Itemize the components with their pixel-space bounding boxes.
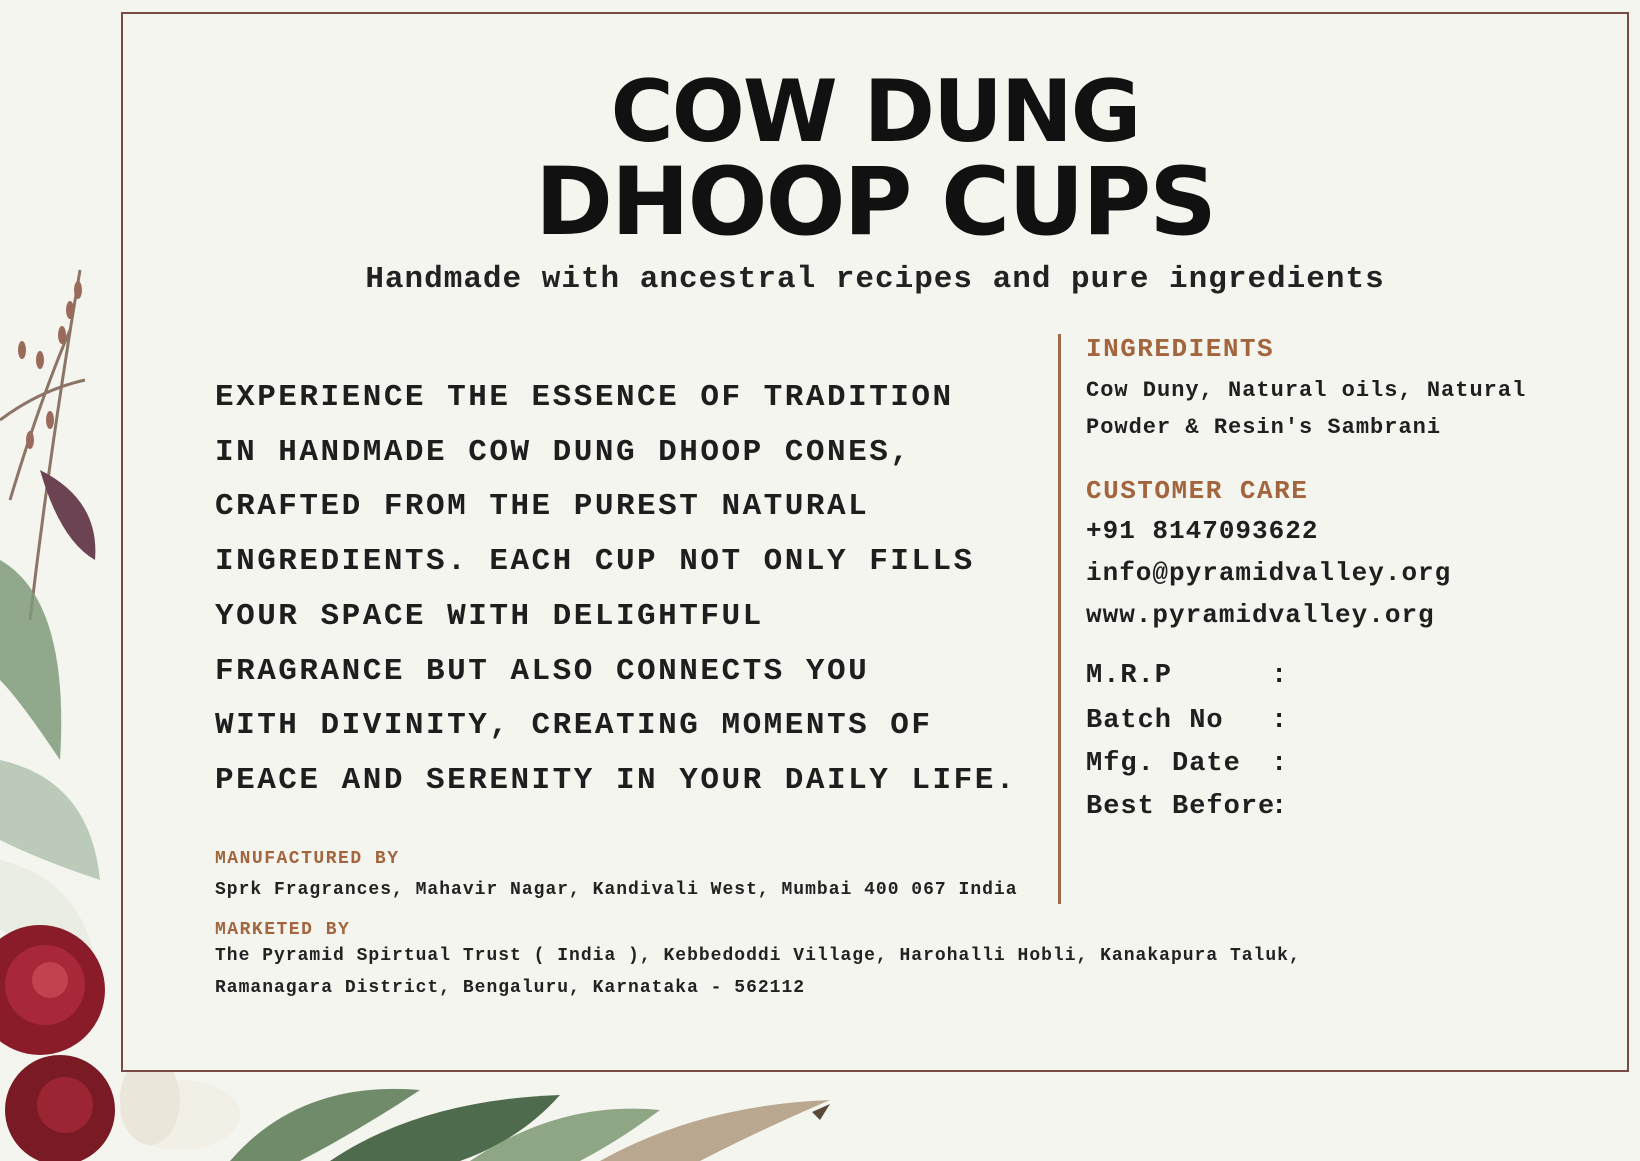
vertical-divider xyxy=(1058,334,1061,904)
batch-colon: : xyxy=(1271,706,1289,736)
ingredients-section xyxy=(1086,334,1606,440)
phone-number: +91 8147093622 xyxy=(1086,516,1319,546)
batch-field xyxy=(1086,706,1289,736)
subtitle: Handmade with ancestral recipes and pure ingredients xyxy=(365,262,1385,297)
batch-label: Batch No xyxy=(1086,706,1224,736)
description-line: WITH DIVINITY, CREATING MOMENTS OF xyxy=(215,708,933,744)
description-line: EXPERIENCE THE ESSENCE OF TRADITION xyxy=(215,380,954,415)
mfg-date-field xyxy=(1086,749,1289,779)
mrp-field xyxy=(1086,661,1289,691)
mfg-date-colon: : xyxy=(1271,749,1289,779)
description-line: PEACE AND SERENITY IN YOUR DAILY LIFE. xyxy=(215,762,1017,798)
ingredients-line: Cow Duny, Natural oils, Natural xyxy=(1086,378,1527,403)
email-address: info@pyramidvalley.org xyxy=(1086,558,1452,588)
description-line: INGREDIENTS. EACH CUP NOT ONLY FILLS xyxy=(215,544,975,580)
website-address: www.pyramidvalley.org xyxy=(1086,600,1435,630)
customer-care-heading: CUSTOMER CARE xyxy=(1086,476,1309,506)
best-before-label: Best Before xyxy=(1086,792,1276,822)
product-label-card xyxy=(121,12,1629,1072)
product-title-line1: COW DUNG xyxy=(610,62,1140,162)
product-title-line2: DHOOP CUPS xyxy=(534,148,1216,257)
description-block xyxy=(215,371,1075,809)
customer-care-section xyxy=(1086,476,1606,630)
mrp-colon: : xyxy=(1271,661,1289,691)
ingredients-heading: INGREDIENTS xyxy=(1086,334,1275,364)
description-line: FRAGRANCE BUT ALSO CONNECTS YOU xyxy=(215,653,870,689)
mfg-date-label: Mfg. Date xyxy=(1086,749,1241,779)
marketer-address-line2: Ramanagara District, Bengaluru, Karnataka - 562112 xyxy=(215,978,806,998)
marketed-by-heading: MARKETED BY xyxy=(215,920,351,940)
best-before-colon: : xyxy=(1271,792,1289,822)
manufacturer-address: Sprk Fragrances, Mahavir Nagar, Kandivali West, Mumbai 400 067 India xyxy=(215,880,1018,900)
mrp-label: M.R.P xyxy=(1086,661,1173,691)
description-line: CRAFTED FROM THE PUREST NATURAL xyxy=(215,489,870,525)
best-before-field xyxy=(1086,792,1289,822)
ingredients-line: Powder & Resin's Sambrani xyxy=(1086,415,1442,440)
description-line: YOUR SPACE WITH DELIGHTFUL xyxy=(215,598,764,634)
marketer-address-line1: The Pyramid Spirtual Trust ( India ), Kebbedoddi Village, Harohalli Hobli, Kanakapura Taluk, xyxy=(215,946,1301,966)
description-line: IN HANDMADE COW DUNG DHOOP CONES, xyxy=(215,434,912,470)
manufactured-by-heading: MANUFACTURED BY xyxy=(215,849,400,869)
